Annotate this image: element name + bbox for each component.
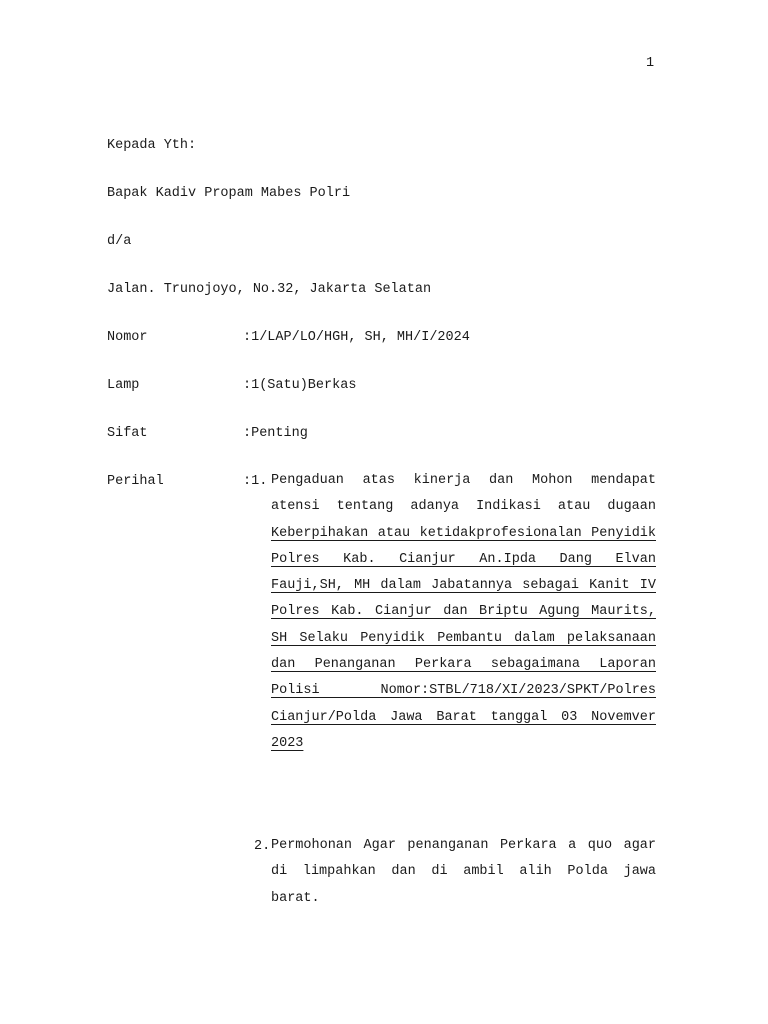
nomor-label: Nomor (107, 330, 148, 345)
recipient-name: Bapak Kadiv Propam Mabes Polri (107, 186, 351, 201)
perihal-item2-number: 2. (254, 839, 271, 854)
perihal-label: Perihal (107, 474, 164, 489)
perihal-item1-text (271, 468, 656, 757)
sifat-value: :Penting (243, 426, 308, 441)
recipient-via: d/a (107, 234, 132, 249)
perihal-item1-plain: Pengaduan atas kinerja dan Mohon mendapat atensi tentang adanya Indikasi atau dugaan (271, 473, 656, 515)
perihal-item2-text: Permohonan Agar penanganan Perkara a quo agar di limpahkan dan di ambil alih Polda jawa barat. (271, 838, 656, 906)
lamp-value: :1(Satu)Berkas (243, 378, 357, 393)
lamp-label: Lamp (107, 378, 140, 393)
sifat-label: Sifat (107, 426, 148, 441)
recipient-salutation: Kepada Yth: (107, 138, 197, 153)
recipient-address: Jalan. Trunojoyo, No.32, Jakarta Selatan (107, 282, 432, 297)
nomor-value: :1/LAP/LO/HGH, SH, MH/I/2024 (243, 330, 470, 345)
perihal-item1-number: :1. (243, 474, 268, 489)
perihal-item1-underlined: Keberpihakan atau ketidakprofesionalan Penyidik Polres Kab. Cianjur An.Ipda Dang Elvan Fauji,SH, MH dalam Jabatannya sebagai Kanit IV Polres Kab. Cianjur dan Briptu Agung Maurits, SH Selaku Penyidik Pembantu dalam pelaksanaan dan Penanganan Perkara sebagaimana Laporan Polisi Nomor:STBL/718/XI/2023/SPKT/Polres Cianjur/Polda Jawa Barat tanggal 03 Novemver 2023 (271, 525, 656, 751)
page-number: 1 (646, 56, 655, 71)
